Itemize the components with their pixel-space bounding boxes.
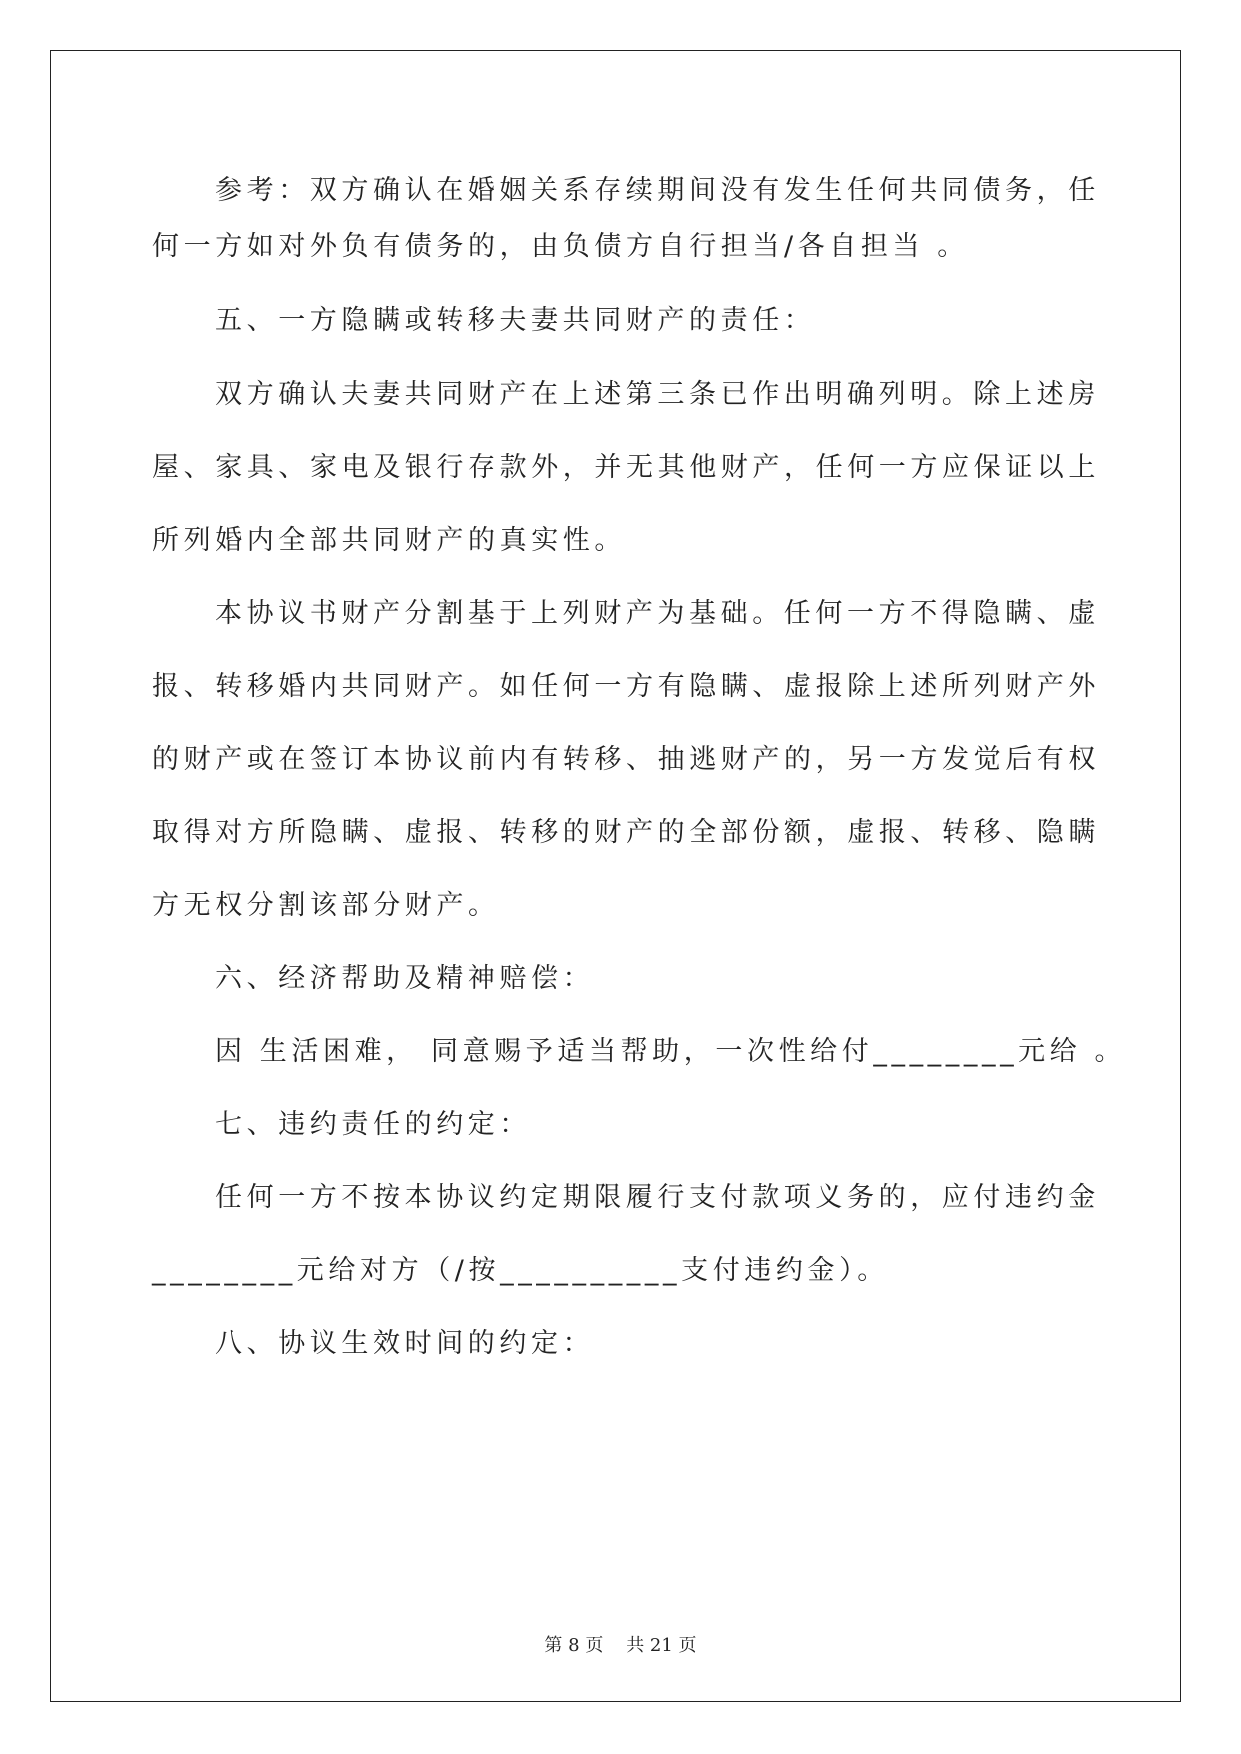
paragraph-line: 取得对方所隐瞒、虚报、转移的财产的全部份额，虚报、转移、隐瞒 <box>152 817 1100 848</box>
section-heading-6: 六、经济帮助及精神赔偿： <box>215 963 595 994</box>
paragraph-line: 何一方如对外负有债务的，由负债方自行担当/各自担当 。 <box>152 231 969 262</box>
paragraph-line: ________元给对方（/按__________支付违约金）。 <box>152 1255 889 1286</box>
paragraph-line: 屋、家具、家电及银行存款外，并无其他财产，任何一方应保证以上 <box>152 452 1100 483</box>
paragraph-line: 所列婚内全部共同财产的真实性。 <box>152 525 626 556</box>
paragraph-line: 本协议书财产分割基于上列财产为基础。任何一方不得隐瞒、虚 <box>215 598 1100 629</box>
page-border <box>50 50 1181 1702</box>
section-heading-7: 七、违约责任的约定： <box>215 1109 531 1140</box>
paragraph-line: 双方确认夫妻共同财产在上述第三条已作出明确列明。除上述房 <box>215 379 1100 410</box>
paragraph-line: 参考：双方确认在婚姻关系存续期间没有发生任何共同债务，任 <box>215 175 1100 206</box>
paragraph-line: 的财产或在签订本协议前内有转移、抽逃财产的，另一方发觉后有权 <box>152 744 1100 775</box>
section-heading-5: 五、一方隐瞒或转移夫妻共同财产的责任： <box>215 305 816 336</box>
paragraph-line: 任何一方不按本协议约定期限履行支付款项义务的，应付违约金 <box>215 1182 1100 1213</box>
section-heading-8: 八、协议生效时间的约定： <box>215 1328 595 1359</box>
paragraph-line: 因 生活困难， 同意赐予适当帮助，一次性给付________元给 。 <box>215 1036 1127 1067</box>
page-number: 第 8 页 共 21 页 <box>544 1635 697 1656</box>
paragraph-line: 方无权分割该部分财产。 <box>152 890 500 921</box>
paragraph-line: 报、转移婚内共同财产。如任何一方有隐瞒、虚报除上述所列财产外 <box>152 671 1100 702</box>
